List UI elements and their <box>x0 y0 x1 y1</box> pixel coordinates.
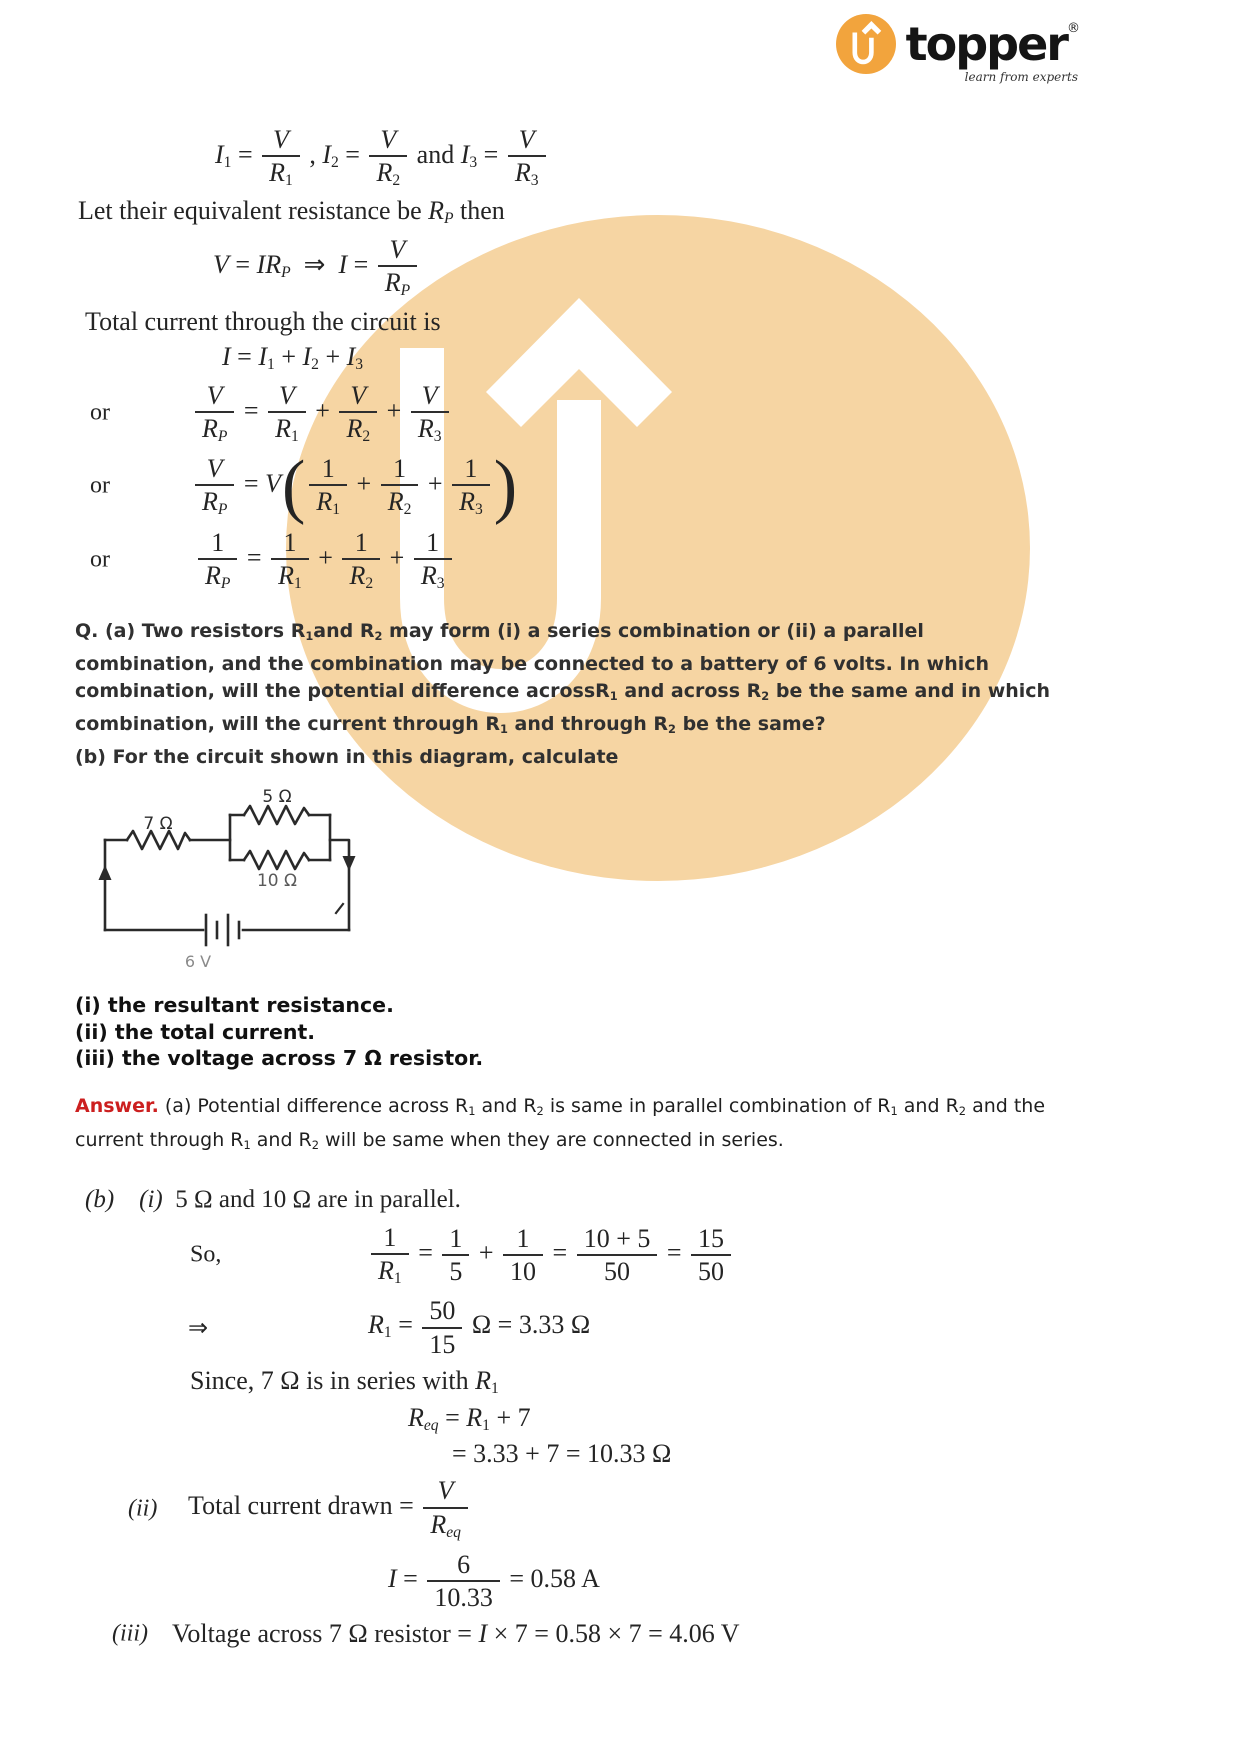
question-line: combination, will the current through R1 and through R2 be the same? <box>75 712 826 737</box>
equation-label: or <box>90 546 110 573</box>
equation-label: or <box>90 472 110 499</box>
equation-label: ⇒ <box>188 1315 209 1342</box>
fraction: $\frac{1}{R2}$ <box>381 454 419 518</box>
equation: $\frac{V}{RP}$ = V ( $\frac{1}{R1}$ + $\frac{1}{R2}$ + $\frac{1}{R3}$ ) <box>192 452 518 520</box>
equation-row <box>0 1186 1240 1216</box>
equation-row <box>0 526 1240 594</box>
resistor-5ohm <box>244 806 309 824</box>
question-line: Q. (a) Two resistors R1and R2 may form (i) a series combination or (ii) a parallel <box>75 620 924 644</box>
equation-label: (ii) <box>128 1495 158 1522</box>
circuit-diagram <box>72 785 372 983</box>
equation-row <box>0 379 1240 447</box>
current-arrow-up-icon <box>99 865 112 880</box>
fraction: $\frac{V}{RP}$ <box>378 235 417 299</box>
fraction: $\frac{50}{15}$ <box>422 1296 462 1358</box>
equation: Voltage across 7 Ω resistor = I × 7 = 0.58 × 7 = 4.06 V <box>172 1619 740 1649</box>
equation: I1 = $\frac{V}{R1}$ , I2 = $\frac{V}{R2}$ and I3 = $\frac{V}{R3}$ <box>215 123 549 191</box>
solution-equations <box>0 1186 1240 1649</box>
battery-icon <box>206 915 239 945</box>
fraction: $\frac{V}{R1}$ <box>262 125 300 189</box>
equation: Total current through the circuit is <box>85 306 441 336</box>
fraction: $\frac{V}{R2}$ <box>339 381 377 445</box>
equation-row <box>0 1548 1240 1614</box>
equation: I = $\frac{6}{10.33}$ = 0.58 A <box>388 1549 600 1612</box>
fraction: $\frac{1}{R1}$ <box>371 1223 409 1287</box>
equation-row <box>0 1474 1240 1542</box>
equation: $\frac{1}{RP}$ = $\frac{1}{R1}$ + $\frac{1}{R2}$ + $\frac{1}{R3}$ <box>195 526 455 594</box>
fraction: $\frac{V}{R2}$ <box>369 125 407 189</box>
fraction: $\frac{V}{R3}$ <box>508 125 546 189</box>
equation-row <box>0 1619 1240 1649</box>
equation: = 3.33 + 7 = 10.33 Ω <box>452 1439 672 1469</box>
fraction: $\frac{1}{RP}$ <box>198 528 237 592</box>
equation-row <box>0 342 1240 374</box>
equation-label: (iii) <box>112 1620 148 1647</box>
equation-row <box>0 233 1240 301</box>
fraction: $\frac{V}{\text{Req}}$ <box>423 1476 468 1540</box>
brand-logo <box>834 12 1080 84</box>
registered-mark: ® <box>1067 21 1080 36</box>
question-line: (b) For the circuit shown in this diagram, calculate <box>75 745 619 768</box>
equation: Since, 7 Ω is in series with R1 <box>190 1365 499 1397</box>
equation-row <box>0 446 1240 527</box>
resistor-10ohm <box>244 851 309 869</box>
brand-name: topper <box>905 17 1067 71</box>
equation: I = I1 + I2 + I3 <box>222 341 364 373</box>
equation-row <box>0 307 1240 337</box>
fraction: $\frac{1}{R3}$ <box>414 528 452 592</box>
question-line: combination, will the potential difference acrossR1 and across R2 be the same and in which <box>75 680 1051 704</box>
subquestion-item: (ii) the total current. <box>75 1019 316 1044</box>
subquestion-item: (iii) the voltage across 7 Ω resistor. <box>75 1046 484 1071</box>
current-arrow-down-icon <box>343 856 356 871</box>
equation: Total current drawn = $\frac{V}{\text{Req}}$ <box>188 1474 471 1542</box>
fraction: $\frac{1}{R1}$ <box>309 454 347 518</box>
fraction: $\frac{1}{R2}$ <box>342 528 380 592</box>
equation-row <box>0 196 1240 228</box>
fraction: $\frac{1}{5}$ <box>442 1224 469 1286</box>
derivation-equations <box>0 123 1240 594</box>
question-line: combination, and the combination may be connected to a battery of 6 volts. In which <box>75 652 990 675</box>
label-6v: 6 V <box>184 952 212 972</box>
equation-row <box>0 1294 1240 1360</box>
equation: $\frac{V}{RP}$ = $\frac{V}{R1}$ + $\frac{V}{R2}$ + $\frac{V}{R3}$ <box>192 379 452 447</box>
equation-label: or <box>90 399 110 426</box>
fraction: $\frac{V}{R3}$ <box>411 381 449 445</box>
label-7-ohm: 7 Ω <box>143 814 173 835</box>
equation-row <box>0 1221 1240 1289</box>
equation-row <box>0 1403 1240 1435</box>
equation: V = IRP ⇒ I = $\frac{V}{RP}$ <box>213 233 420 301</box>
answer-label: Answer. <box>75 1094 159 1117</box>
equation: $\frac{1}{R1}$ = $\frac{1}{5}$ + $\frac{1}{10}$ = $\frac{10 + 5}{50}$ = $\frac{15}{50}$ <box>368 1221 734 1289</box>
equation-label: So, <box>190 1241 222 1268</box>
fraction: $\frac{1}{10}$ <box>503 1224 543 1286</box>
equation: Let their equivalent resistance be RP then <box>78 196 505 228</box>
answer-text: current through R1 and R2 will be same when they are connected in series. <box>75 1128 784 1152</box>
fraction: $\frac{V}{RP}$ <box>195 381 234 445</box>
stray-mark <box>336 904 343 913</box>
answer-block <box>75 1092 1170 1160</box>
equation: R1 = $\frac{50}{15}$ Ω = 3.33 Ω <box>368 1296 591 1359</box>
wire <box>330 840 349 930</box>
equation-row <box>0 1366 1240 1398</box>
fraction: $\frac{1}{R3}$ <box>452 454 490 518</box>
brand-tagline: learn from experts <box>964 70 1078 84</box>
answer-text: (a) Potential difference across R1 and R2 is same in parallel combination of R1 and R2 and the <box>158 1094 1046 1118</box>
fraction: $\frac{V}{RP}$ <box>195 454 234 518</box>
subquestion-item: (i) the resultant resistance. <box>75 993 394 1018</box>
equation: (b) (i) 5 Ω and 10 Ω are in parallel. <box>85 1185 461 1213</box>
subquestion-list <box>75 992 1240 1072</box>
fraction: $\frac{6}{10.33}$ <box>427 1550 500 1612</box>
equation-row <box>0 123 1240 191</box>
equation-row <box>0 1439 1240 1469</box>
label-10-ohm: 10 Ω <box>256 871 298 892</box>
label-5-ohm: 5 Ω <box>262 787 292 808</box>
equation: Req = R1 + 7 <box>408 1402 531 1434</box>
fraction: $\frac{1}{R1}$ <box>271 528 309 592</box>
fraction: $\frac{V}{R1}$ <box>268 381 306 445</box>
fraction: $\frac{15}{50}$ <box>691 1224 731 1286</box>
fraction: $\frac{10 + 5}{50}$ <box>577 1224 658 1286</box>
topper-logo-icon <box>834 12 898 76</box>
question-block <box>75 618 1190 771</box>
